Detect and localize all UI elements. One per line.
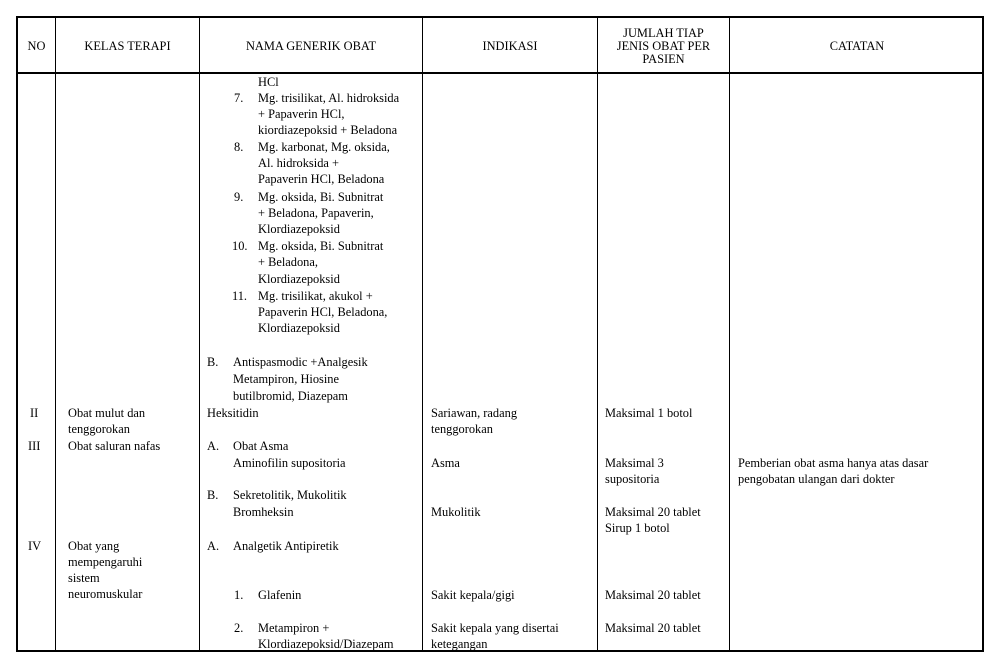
nama-obat-text: Mg. trisilikat, akukol + (258, 289, 373, 303)
nama-obat-text: Mg. oksida, Bi. Subnitrat (258, 190, 384, 204)
nama-obat-text: Analgetik Antipiretik (233, 539, 339, 553)
nama-obat-text: Klordiazepoksid (258, 321, 340, 335)
nama-obat-text: Klordiazepoksid (258, 222, 340, 236)
nama-obat-text: + Papaverin HCl, (258, 107, 345, 121)
jumlah-text: Maksimal 3 (605, 456, 664, 470)
list-number: 8. (234, 140, 244, 154)
list-number: 2. (234, 621, 244, 635)
col-divider (729, 18, 730, 650)
nama-obat-text: Klordiazepoksid/Diazepam (258, 637, 394, 651)
jumlah-text: supositoria (605, 472, 660, 486)
col-divider (55, 18, 56, 650)
nama-obat-text: Mg. trisilikat, Al. hidroksida (258, 91, 400, 105)
catatan-text: Pemberian obat asma hanya atas dasar (738, 456, 929, 470)
nama-obat-text: Mg. karbonat, Mg. oksida, (258, 140, 390, 154)
kelas-terapi-text: Obat mulut dan (68, 406, 146, 420)
kelas-terapi-text: mempengaruhi (68, 555, 143, 569)
nama-obat-text: Metampiron, Hiosine (233, 372, 339, 386)
indikasi-text: Mukolitik (431, 505, 481, 519)
nama-obat-text: Papaverin HCl, Beladona (258, 172, 385, 186)
header-kelas-terapi: KELAS TERAPI (84, 38, 171, 53)
nama-obat-text: Glafenin (258, 588, 302, 602)
indikasi-text: Sariawan, radang (431, 406, 518, 420)
drug-table (16, 16, 984, 652)
jumlah-text: Sirup 1 botol (605, 521, 670, 535)
catatan-text: pengobatan ulangan dari dokter (738, 472, 895, 486)
row-number: II (30, 406, 39, 420)
nama-obat-text: Al. hidroksida + (258, 156, 339, 170)
kelas-terapi-text: sistem (68, 571, 100, 585)
kelas-terapi-text: Obat yang (68, 539, 120, 553)
jumlah-text: Maksimal 20 tablet (605, 621, 701, 635)
nama-obat-text: + Beladona, Papaverin, (258, 206, 374, 220)
jumlah-text: Maksimal 20 tablet (605, 505, 701, 519)
jumlah-text: Maksimal 1 botol (605, 406, 693, 420)
list-number: 11. (232, 289, 248, 303)
col-divider (199, 18, 200, 650)
nama-obat-text: Mg. oksida, Bi. Subnitrat (258, 239, 384, 253)
col-divider (422, 18, 423, 650)
nama-obat-text: Sekretolitik, Mukolitik (233, 488, 347, 502)
list-number: 10. (232, 239, 248, 253)
header-nama-generik: NAMA GENERIK OBAT (245, 38, 377, 53)
nama-obat-text: Heksitidin (207, 406, 259, 420)
nama-obat-text: HCl (258, 75, 279, 89)
kelas-terapi-text: tenggorokan (68, 422, 130, 436)
list-marker: B. (207, 355, 219, 369)
list-marker: A. (207, 539, 220, 553)
indikasi-text: Sakit kepala yang disertai (431, 621, 559, 635)
indikasi-text: Asma (431, 456, 460, 470)
list-marker: B. (207, 488, 219, 502)
nama-obat-text: Metampiron + (258, 621, 330, 635)
header-indikasi: INDIKASI (482, 38, 538, 53)
list-number: 9. (234, 190, 244, 204)
list-number: 1. (234, 588, 244, 602)
nama-obat-text: Antispasmodic +Analgesik (233, 355, 368, 369)
indikasi-text: Sakit kepala/gigi (431, 588, 515, 602)
nama-obat-text: Aminofilin supositoria (233, 456, 346, 470)
header-catatan: CATATAN (829, 38, 885, 53)
indikasi-text: ketegangan (431, 637, 488, 651)
nama-obat-text: Bromheksin (233, 505, 294, 519)
header-jumlah: JUMLAH TIAP JENIS OBAT PER PASIEN (616, 25, 711, 66)
nama-obat-text: Papaverin HCl, Beladona, (258, 305, 388, 319)
col-divider (597, 18, 598, 650)
kelas-terapi-text: Obat saluran nafas (68, 439, 161, 453)
row-number: IV (28, 539, 42, 553)
nama-obat-text: butilbromid, Diazepam (233, 389, 348, 403)
list-marker: A. (207, 439, 220, 453)
list-number: 7. (234, 91, 244, 105)
nama-obat-text: + Beladona, (258, 255, 318, 269)
indikasi-text: tenggorokan (431, 422, 493, 436)
nama-obat-text: Klordiazepoksid (258, 272, 340, 286)
nama-obat-text: Obat Asma (233, 439, 289, 453)
header-no: NO (27, 38, 46, 53)
row-number: III (28, 439, 41, 453)
jumlah-text: Maksimal 20 tablet (605, 588, 701, 602)
nama-obat-text: kiordiazepoksid + Beladona (258, 123, 398, 137)
kelas-terapi-text: neuromuskular (68, 587, 143, 601)
